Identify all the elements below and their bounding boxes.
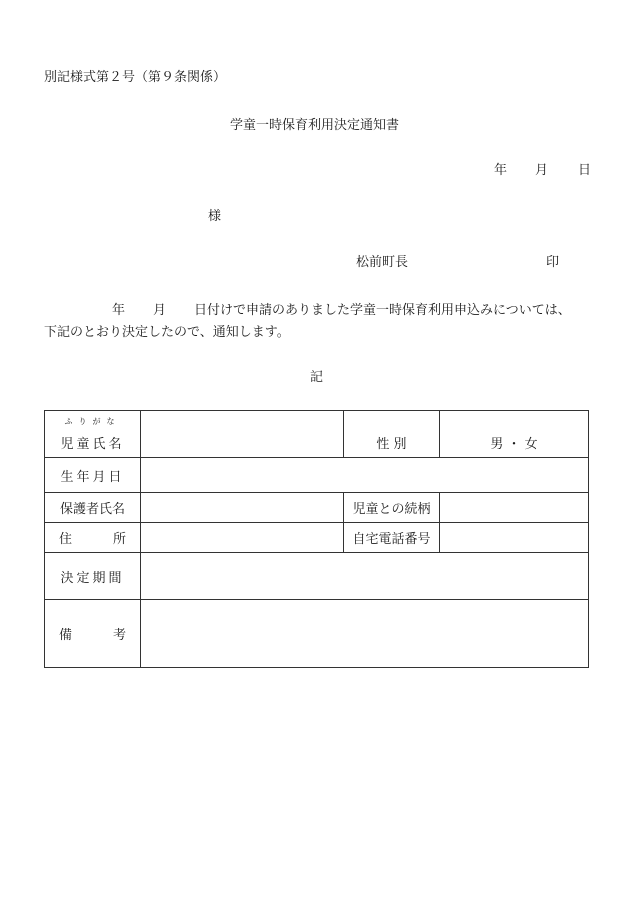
address-label-2: 所 [112, 532, 126, 547]
table-row [45, 600, 589, 668]
date-day-label: 日 [578, 163, 592, 178]
guardian-name-label: 保護者氏名 [45, 493, 141, 523]
document-title: 学童一時保育利用決定通知書 [230, 118, 400, 133]
issuer: 松前町長 [356, 255, 409, 270]
table-row [45, 458, 589, 493]
home-phone-field[interactable] [440, 523, 589, 553]
relationship-field[interactable] [440, 493, 589, 523]
remarks-label-2: 考 [112, 628, 126, 643]
period-field[interactable] [141, 553, 589, 600]
address-label-1: 住 [59, 532, 73, 547]
body-text [44, 300, 592, 344]
birthdate-label: 生年月日 [45, 458, 141, 493]
gender-label: 性 別 [344, 411, 440, 458]
recipient-suffix: 様 [208, 209, 222, 224]
child-name-label: 児童氏名 [60, 437, 125, 452]
table-row [45, 523, 589, 553]
date-year-label: 年 [494, 163, 508, 178]
body-year: 年 [112, 303, 126, 318]
child-name-field[interactable] [141, 411, 344, 458]
birthdate-field[interactable] [141, 458, 589, 493]
guardian-name-field[interactable] [141, 493, 344, 523]
body-month: 月 [153, 303, 167, 318]
gender-options[interactable]: 男 ・ 女 [440, 411, 589, 458]
ki-heading: 記 [310, 370, 324, 385]
furigana-label: ふりがな [64, 417, 121, 426]
date-month-label: 月 [535, 163, 549, 178]
home-phone-label: 自宅電話番号 [344, 523, 440, 553]
form-number: 別記様式第２号（第９条関係） [44, 70, 227, 85]
address-field[interactable] [141, 523, 344, 553]
period-label: 決定期間 [45, 553, 141, 600]
table-row [45, 493, 589, 523]
address-label [45, 523, 141, 553]
seal-mark: 印 [546, 255, 560, 270]
relationship-label: 児童との続柄 [344, 493, 440, 523]
body-line-1-rest: 日付けで申請のありました学童一時保育利用申込みについては、 [194, 303, 571, 318]
body-line-1 [44, 300, 592, 322]
child-name-label-cell [45, 411, 141, 458]
remarks-label [45, 600, 141, 668]
table-row [45, 553, 589, 600]
table-row [45, 411, 589, 458]
body-line-2: 下記のとおり決定したので、通知します。 [44, 325, 290, 340]
info-table [44, 410, 589, 668]
remarks-field[interactable] [141, 600, 589, 668]
date-line [494, 163, 591, 179]
remarks-label-1: 備 [59, 628, 73, 643]
